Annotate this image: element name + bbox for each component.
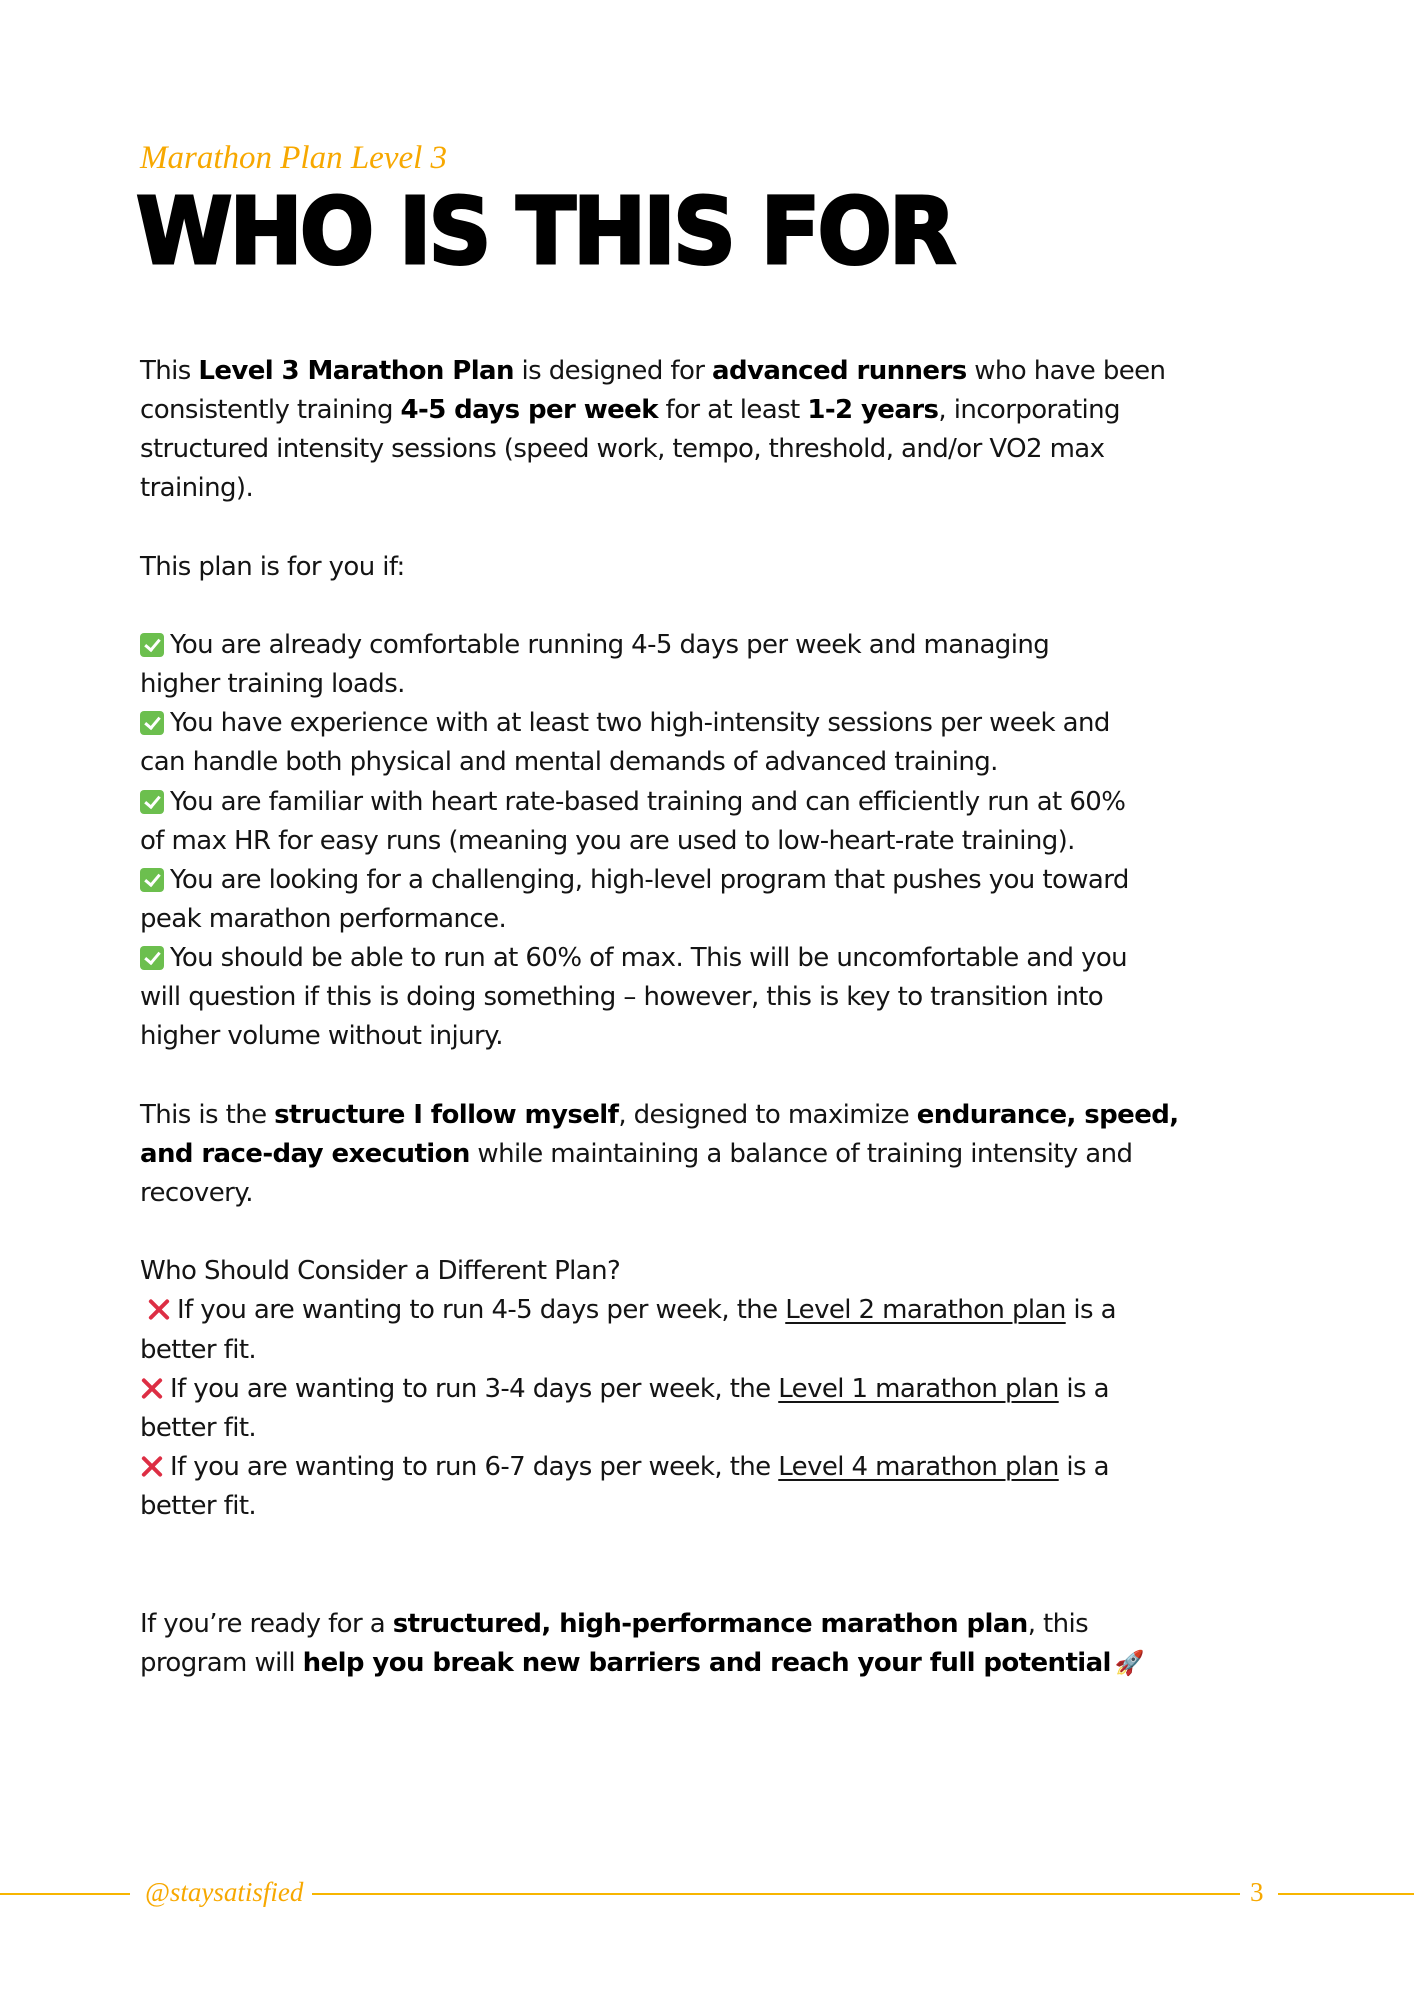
text-line [140, 1644, 1280, 1683]
text-segment: This plan is for you if: [140, 551, 405, 582]
check-mark-icon [140, 790, 164, 814]
text-line [140, 861, 1280, 900]
text-line [140, 1017, 1280, 1056]
plan-link[interactable]: Level 2 marathon plan [785, 1295, 1066, 1326]
page-title: WHO IS THIS FOR [136, 178, 954, 285]
text-segment: , designed to maximize [618, 1099, 917, 1130]
text-segment: If you are wanting to run 6-7 days per week, the [170, 1451, 779, 1482]
text-line [140, 626, 1280, 665]
bold-text: advanced runners [712, 356, 967, 386]
list-item [140, 626, 1280, 704]
footer-divider-middle [312, 1893, 1240, 1895]
text-segment: You are familiar with heart rate-based training and can efficiently run at 60% [170, 786, 1126, 817]
cross-mark-icon [140, 1454, 164, 1478]
text-segment: You are looking for a challenging, high-level program that pushes you toward [170, 864, 1129, 895]
text-line [140, 704, 1280, 743]
different-plan-heading [140, 1252, 1280, 1291]
blank-line [140, 1526, 1280, 1565]
text-segment: program will [140, 1647, 303, 1678]
text-line [140, 352, 1280, 391]
blank-line [140, 1565, 1280, 1604]
check-list [140, 626, 1280, 1057]
list-item [140, 861, 1280, 939]
plan-for-you-heading [140, 548, 1280, 587]
text-segment: Who Should Consider a Different Plan? [140, 1256, 621, 1287]
page-number: 3 [1250, 1877, 1264, 1907]
blank-line [140, 509, 1280, 548]
plan-link[interactable]: Level 4 marathon plan [778, 1451, 1059, 1482]
check-mark-icon [140, 946, 164, 970]
text-segment: better fit. [140, 1412, 257, 1443]
text-line [140, 665, 1280, 704]
text-segment: is designed for [513, 356, 713, 386]
text-line [140, 1174, 1280, 1213]
text-segment: for at least [657, 395, 808, 426]
text-line [140, 1409, 1280, 1448]
check-mark-icon [140, 868, 164, 892]
bold-text: Level 3 Marathon Plan [198, 356, 514, 386]
text-segment: consistently training [140, 395, 401, 426]
structure [140, 1096, 1280, 1213]
text-segment: better fit. [140, 1491, 257, 1522]
text-segment: If you’re ready for a [140, 1608, 393, 1639]
text-segment: higher training loads. [140, 669, 405, 700]
text-segment: better fit. [140, 1334, 257, 1365]
page-subtitle: Marathon Plan Level 3 [140, 140, 448, 176]
bold-text: 4-5 days per week [400, 395, 658, 426]
bold-text: and race-day execution [140, 1138, 470, 1169]
check-mark-icon [140, 633, 164, 657]
text-segment: , this [1027, 1608, 1089, 1639]
text-line [140, 939, 1280, 978]
plan-link[interactable]: Level 1 marathon plan [778, 1373, 1059, 1404]
text-line [140, 783, 1280, 822]
text-segment: recovery. [140, 1177, 253, 1208]
blank-line [140, 587, 1280, 626]
text-segment: peak marathon performance. [140, 903, 507, 934]
text-segment: You should be able to run at 60% of max. This will be uncomfortable and you [170, 943, 1128, 974]
text-line [140, 391, 1280, 430]
footer-divider-right [1278, 1893, 1414, 1895]
body-content [140, 352, 1280, 1683]
bold-text: endurance, speed, [916, 1099, 1179, 1130]
text-segment: of max HR for easy runs (meaning you are used to low-heart-rate training). [140, 825, 1075, 856]
text-segment: This is the [140, 1099, 275, 1130]
text-line [140, 1096, 1280, 1135]
text-segment: If you are wanting to run 4-5 days per week, the [177, 1295, 786, 1326]
intro [140, 352, 1280, 509]
list-item [140, 1370, 1280, 1448]
list-item [140, 939, 1280, 1056]
text-segment: , incorporating [938, 395, 1120, 426]
text-segment: is a [1058, 1373, 1109, 1404]
cross-mark-icon [147, 1297, 171, 1321]
bold-text: help you break new barriers and reach your full potential [302, 1647, 1111, 1678]
text-segment: training). [140, 473, 254, 504]
text-line [140, 469, 1280, 508]
text-segment: is a [1058, 1451, 1109, 1482]
list-item [140, 783, 1280, 861]
footer-divider-left [0, 1893, 130, 1895]
text-segment: who have been [966, 356, 1166, 386]
text-segment: structured intensity sessions (speed work, tempo, threshold, and/or VO2 max [140, 434, 1105, 465]
blank-line [140, 1213, 1280, 1252]
text-line [140, 1252, 1280, 1291]
x-list [140, 1291, 1280, 1526]
list-item [140, 1291, 1280, 1369]
cross-mark-icon [140, 1376, 164, 1400]
bold-text: 1-2 years [807, 395, 939, 426]
blank-line [140, 1057, 1280, 1096]
text-line [140, 548, 1280, 587]
bold-text: structure I follow myself [274, 1099, 619, 1130]
text-line [140, 430, 1280, 469]
footer-social-handle: @staysatisfied [145, 1877, 304, 1907]
text-segment: will question if this is doing something – however, this is key to transition into [140, 982, 1104, 1013]
text-segment: This [140, 356, 199, 386]
text-segment: while maintaining a balance of training intensity and [469, 1138, 1133, 1169]
text-line [140, 1448, 1280, 1487]
text-segment: If you are wanting to run 3-4 days per week, the [170, 1373, 779, 1404]
text-line [140, 1605, 1280, 1644]
text-line [140, 1331, 1280, 1370]
text-line [140, 1370, 1280, 1409]
text-segment: can handle both physical and mental demands of advanced training. [140, 747, 998, 778]
closing [140, 1605, 1280, 1683]
rocket-icon: 🚀 [1114, 1648, 1145, 1677]
text-segment: You have experience with at least two high-intensity sessions per week and [170, 708, 1110, 739]
text-line [140, 822, 1280, 861]
text-segment: higher volume without injury. [140, 1021, 503, 1052]
text-line [140, 900, 1280, 939]
text-line [140, 743, 1280, 782]
text-segment: is a [1065, 1295, 1116, 1326]
bold-text: structured, high-performance marathon plan [392, 1608, 1028, 1639]
list-item [140, 704, 1280, 782]
text-line [140, 1135, 1280, 1174]
text-segment: You are already comfortable running 4-5 days per week and managing [170, 629, 1050, 660]
text-line [140, 1291, 1280, 1330]
text-line [140, 978, 1280, 1017]
list-item [140, 1448, 1280, 1526]
text-line [140, 1487, 1280, 1526]
check-mark-icon [140, 711, 164, 735]
